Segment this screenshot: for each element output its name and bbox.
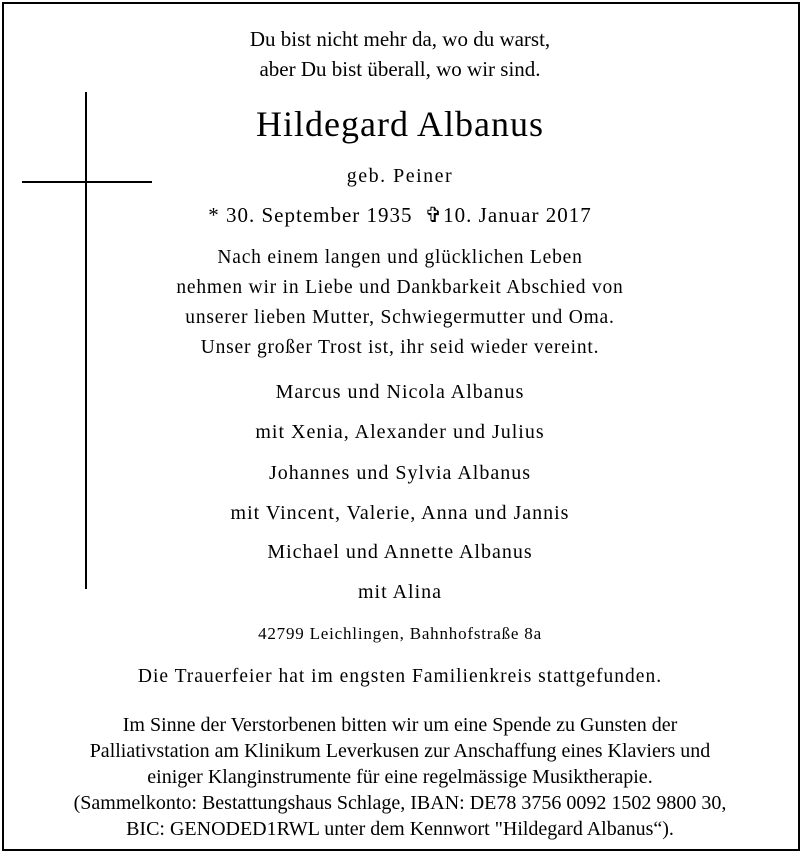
family-line: Johannes und Sylvia Albanus	[269, 462, 531, 484]
farewell-line: Unser großer Trost ist, ihr seid wieder vereint.	[200, 337, 600, 358]
motto-line: Du bist nicht mehr da, wo du warst,	[249, 27, 551, 51]
farewell-line: nehmen wir in Liebe und Dankbarkeit Abschied von	[176, 277, 624, 298]
family-line: mit Vincent, Valerie, Anna und Jannis	[230, 502, 570, 524]
life-dates	[0, 203, 800, 228]
donation-line: Palliativstation am Klinikum Leverkusen zur Anschaffung eines Klaviers und	[89, 740, 711, 762]
ceremony-note: Die Trauerfeier hat im engsten Familienkreis stattgefunden.	[137, 666, 663, 687]
donation-line: einiger Klanginstrumente für eine regelmässige Musiktherapie.	[147, 766, 653, 788]
donation-line: BIC: GENODED1RWL unter dem Kennwort "Hildegard Albanus“).	[126, 818, 674, 840]
family-line: Marcus und Nicola Albanus	[275, 381, 525, 403]
death-cross-icon: ✞	[424, 203, 444, 227]
farewell-line: unserer lieben Mutter, Schwiegermutter und Oma.	[185, 307, 615, 328]
deceased-name: Hildegard Albanus	[256, 104, 544, 144]
family-line: mit Alina	[358, 581, 442, 603]
family-line: Michael und Annette Albanus	[267, 541, 533, 563]
birth-date: * 30. September 1935	[208, 203, 413, 227]
family-line: mit Xenia, Alexander und Julius	[255, 421, 545, 443]
birth-name: geb. Peiner	[346, 165, 454, 187]
donation-line: (Sammelkonto: Bestattungshaus Schlage, IBAN: DE78 3756 0092 1502 9800 30,	[73, 792, 727, 814]
death-date: 10. Januar 2017	[443, 203, 592, 227]
address: 42799 Leichlingen, Bahnhofstraße 8a	[258, 624, 542, 643]
motto-line: aber Du bist überall, wo wir sind.	[259, 57, 541, 81]
farewell-line: Nach einem langen und glücklichen Leben	[217, 247, 583, 268]
donation-line: Im Sinne der Verstorbenen bitten wir um eine Spende zu Gunsten der	[122, 714, 678, 736]
